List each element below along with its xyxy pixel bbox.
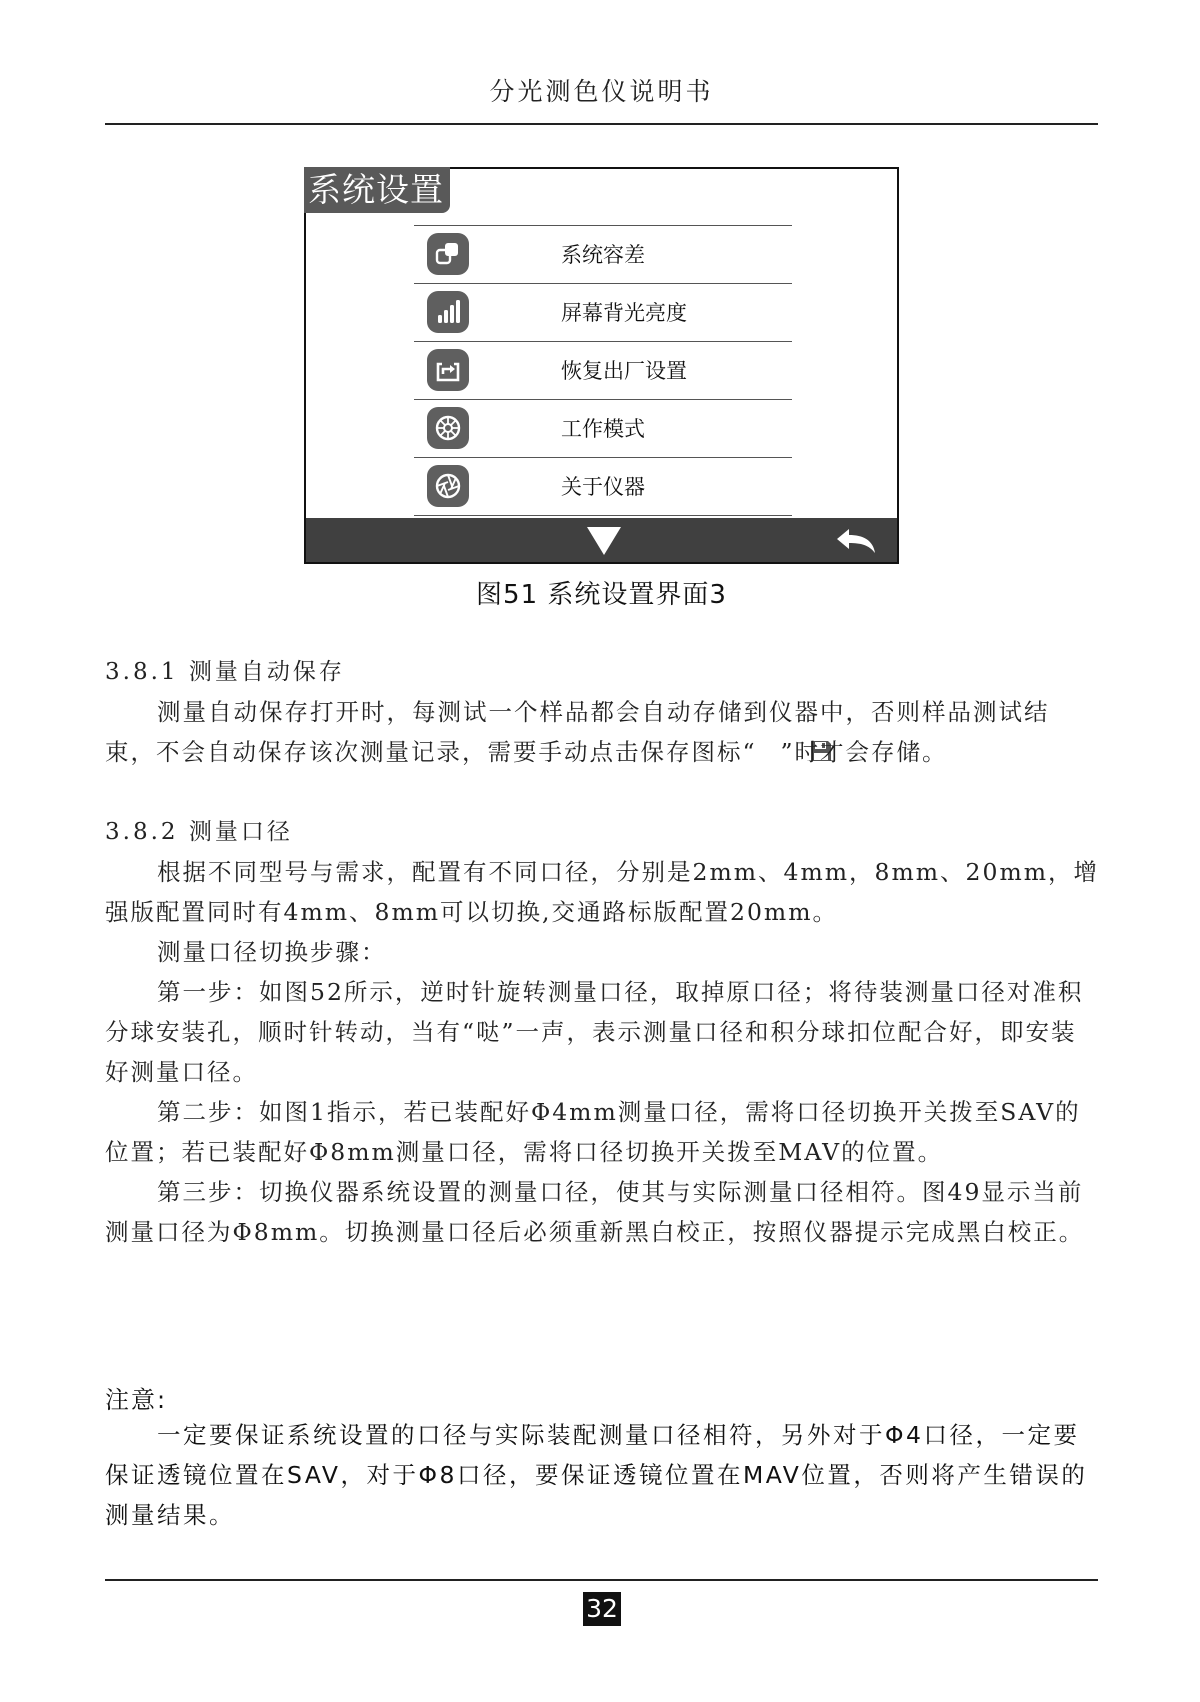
floppy-save-icon	[757, 735, 781, 759]
triangle-down-icon[interactable]	[584, 524, 624, 558]
header-rule	[105, 123, 1098, 125]
footer-rule	[105, 1579, 1098, 1581]
signal-bars-icon	[427, 291, 469, 333]
section-paragraph: 根据不同型号与需求，配置有不同口径，分别是2mm、4mm，8mm、20mm，增强版配置同时有4mm、8mm可以切换,交通路标版配置20mm。	[105, 858, 1100, 926]
page-number: 32	[583, 1592, 621, 1626]
menu-label: 工作模式	[561, 417, 645, 441]
menu-label: 屏幕背光亮度	[561, 301, 687, 325]
menu-item-factory-reset[interactable]	[414, 342, 792, 400]
overlap-squares-icon	[427, 233, 469, 275]
paragraph-text: ”时才会存储。	[780, 738, 948, 766]
back-arrow-icon[interactable]	[833, 526, 879, 556]
page-header-title: 分光测色仪说明书	[489, 77, 714, 106]
dial-icon	[427, 407, 469, 449]
menu-label: 关于仪器	[561, 475, 645, 499]
settings-menu	[414, 225, 792, 516]
note-title: 注意:	[105, 1386, 168, 1414]
menu-label: 系统容差	[561, 243, 645, 267]
section-heading-381: 3.8.1 测量自动保存	[105, 659, 345, 685]
paragraph-text: 测量自动保存打开时，每测试一个样品都会自动存储到仪器中，否则样品测试结束，不会自动保存该次测量记录，需要手动点击保存图标“	[105, 698, 1050, 766]
figure-caption: 图51 系统设置界面3	[476, 580, 727, 610]
note-body: 一定要保证系统设置的口径与实际装配测量口径相符，另外对于Φ4口径，一定要保证透镜位置在SAV，对于Φ8口径，要保证透镜位置在MAV位置，否则将产生错误的测量结果。	[105, 1421, 1088, 1529]
section-paragraph: 测量口径切换步骤：	[157, 938, 387, 966]
section-paragraph-381	[105, 692, 1100, 772]
screen-bottom-bar	[306, 518, 897, 562]
section-paragraph: 第一步：如图52所示，逆时针旋转测量口径，取掉原口径；将待装测量口径对准积分球安装孔，顺时针转动，当有“哒”一声，表示测量口径和积分球扣位配合好，即安装好测量口径。	[105, 978, 1084, 1086]
section-paragraph: 第二步：如图1指示，若已装配好Φ4mm测量口径，需将口径切换开关拨至SAV的位置；若已装配好Φ8mm测量口径，需将口径切换开关拨至MAV的位置。	[105, 1098, 1081, 1166]
restore-icon	[427, 349, 469, 391]
screen-title: 系统设置	[304, 167, 450, 213]
menu-label: 恢复出厂设置	[561, 359, 687, 383]
menu-item-about[interactable]	[414, 458, 792, 516]
section-paragraph: 第三步：切换仪器系统设置的测量口径，使其与实际测量口径相符。图49显示当前测量口径为Φ8mm。切换测量口径后必须重新黑白校正，按照仪器提示完成黑白校正。	[105, 1178, 1085, 1246]
section-heading-382: 3.8.2 测量口径	[105, 819, 293, 845]
device-screen	[304, 167, 899, 564]
menu-item-system-tolerance[interactable]	[414, 226, 792, 284]
aperture-icon	[427, 465, 469, 507]
menu-item-work-mode[interactable]	[414, 400, 792, 458]
menu-item-backlight[interactable]	[414, 284, 792, 342]
